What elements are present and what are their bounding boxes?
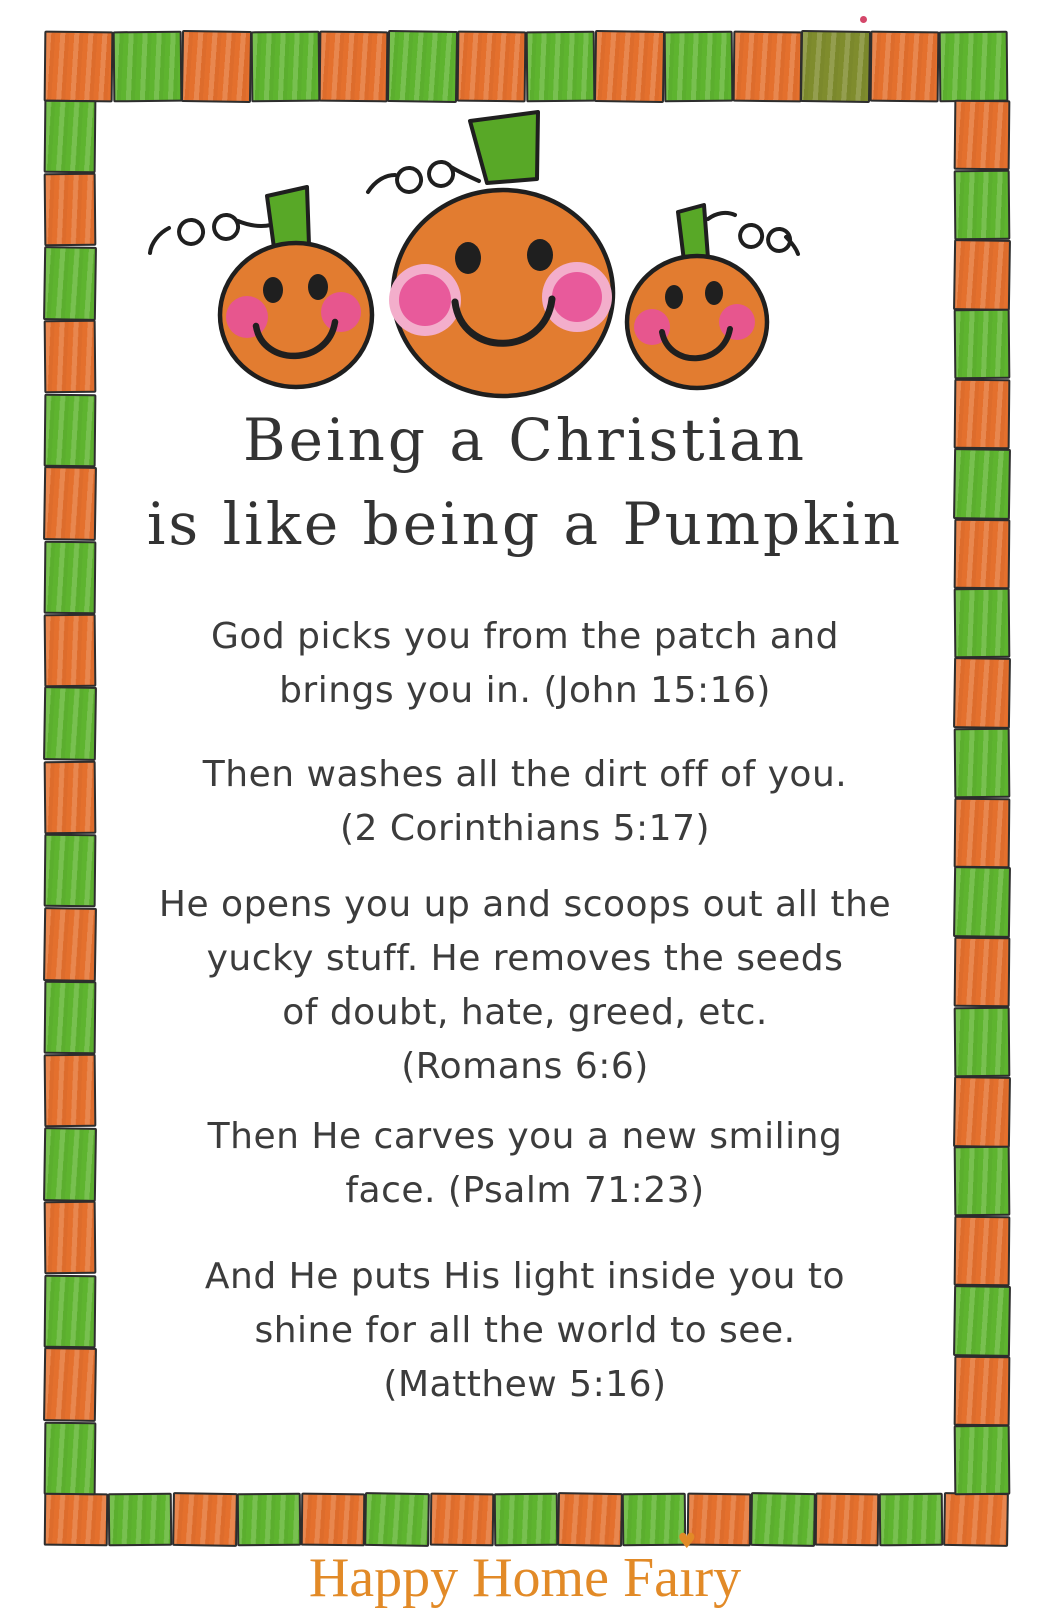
text-line: yucky stuff. He removes the seeds [206,938,844,979]
pumpkin-eye [455,242,481,274]
border-square [954,1425,1011,1495]
pumpkin-cheek [399,274,451,326]
text-line: He opens you up and scoops out all the [158,884,892,925]
poster-title [0,398,1050,566]
pumpkin-illustration [95,95,955,410]
text-line: face. (Psalm 71:23) [345,1170,705,1211]
scripture-paragraph-john [0,610,1050,718]
pumpkin-eye [665,285,683,309]
text-line: (Matthew 5:16) [383,1364,667,1405]
border-square [43,246,97,321]
border-square [44,173,97,247]
border-square [364,1492,430,1547]
pumpkin-center [368,112,613,396]
border-square [954,169,1011,239]
pumpkin-eye [705,281,723,305]
pumpkin-cheek [226,296,268,338]
poster-title-line2: is like being a Pumpkin [146,490,904,558]
text-line: Then washes all the dirt off of you. [202,754,848,795]
border-square [526,31,596,103]
text-line: (Romans 6:6) [401,1046,649,1087]
pumpkin-eye [263,277,283,303]
scripture-paragraph-matthew [0,1250,1050,1412]
pumpkin-left [150,187,372,387]
text-line: God picks you from the patch and [210,616,840,657]
border-square [108,1493,173,1547]
border-square [954,100,1011,170]
border-square [44,1421,97,1495]
border-square [663,31,733,103]
border-square [237,1493,302,1547]
text-line: (2 Corinthians 5:17) [339,808,711,849]
border-square [387,30,458,103]
pumpkin-stem [267,187,309,248]
border-square [870,31,940,103]
border-square [172,1492,238,1547]
vine-tendril-icon [708,213,798,254]
heart-dot-icon: ♥ [677,1529,697,1553]
border-square [44,320,97,394]
border-square [181,30,252,103]
border-square [44,100,97,174]
vine-tendril-icon [150,215,271,253]
border-square [954,309,1011,379]
footer-text: Happy Home Fa [308,1547,679,1609]
scripture-paragraph-psalm [0,1110,1050,1218]
footer-letter-i: ı ♥ [677,1529,697,1609]
pumpkin-cheek [552,272,602,322]
border-square [429,1493,494,1547]
text-line: Then He carves you a new smiling [207,1116,843,1157]
scripture-paragraph-romans [0,878,1050,1094]
pumpkin-eye [527,239,553,271]
scan-speck [860,16,867,23]
border-square [319,31,389,103]
border-square [750,1492,816,1547]
border-square [943,1492,1009,1547]
pumpkin-eye [308,274,328,300]
border-square [557,1492,623,1547]
text-line: of doubt, hate, greed, etc. [282,992,768,1033]
border-square [457,31,527,103]
text-line: And He puts His light inside you to [204,1256,846,1297]
border-square [939,31,1009,103]
pumpkin-cheek [321,292,361,332]
border-square [732,31,802,103]
border-square [44,1493,109,1547]
border-square [815,1493,880,1547]
vine-tendril-icon [368,162,479,192]
border-square [953,239,1011,311]
poster-title-line1: Being a Christian [243,406,807,474]
footer-credit [0,1529,1050,1609]
footer-text: ry [694,1547,742,1609]
text-line: shine for all the world to see. [254,1310,796,1351]
border-square [879,1493,944,1547]
checkered-border-bottom [44,1493,1008,1546]
border-square [594,30,665,103]
checkered-border-top [44,31,1008,102]
border-square [250,31,320,103]
pumpkin-right [627,205,798,388]
scripture-paragraph-corinthians [0,748,1050,856]
text-line: brings you in. (John 15:16) [279,670,771,711]
border-square [800,30,871,103]
border-square [494,1493,559,1547]
pumpkin-stem [470,112,538,183]
border-square [301,1493,366,1547]
border-square [113,31,183,103]
pumpkin-stem [678,205,708,261]
pumpkin-cheek [719,304,755,340]
border-square [44,31,114,103]
